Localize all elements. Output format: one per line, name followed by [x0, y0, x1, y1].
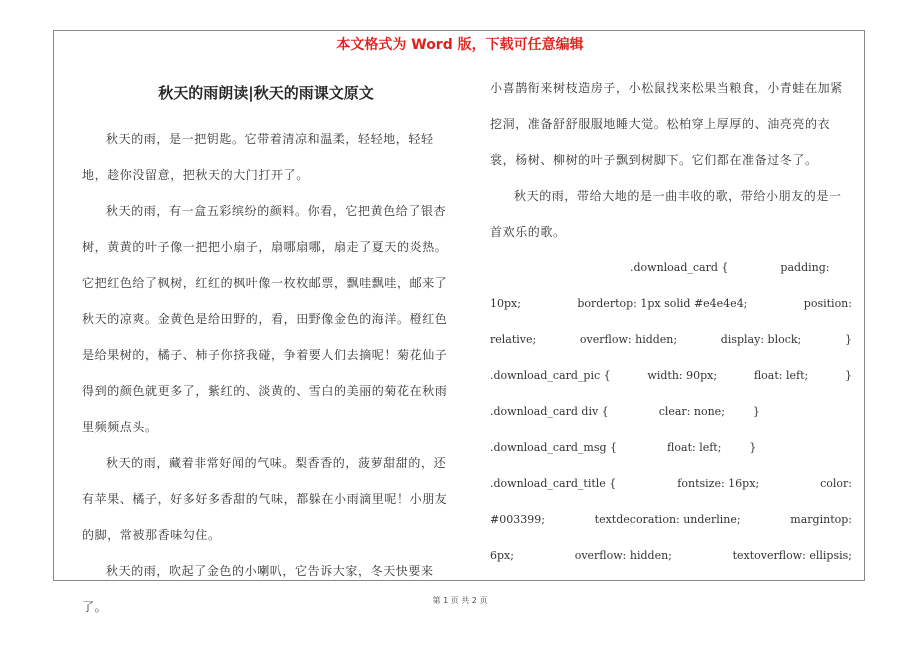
css-code-line	[490, 358, 852, 394]
format-banner: 本文格式为 Word 版，下载可任意编辑	[336, 37, 584, 53]
css-code-line	[490, 430, 852, 466]
css-token: float: left;	[667, 441, 722, 454]
paragraph: 秋天的雨，是一把钥匙。它带着清凉和温柔，轻轻地，轻轻地，趁你没留意，把秋天的大门打开了。	[82, 132, 434, 182]
paragraph: 秋天的雨，有一盒五彩缤纷的颜料。你看，它把黄色给了银杏树，黄黄的叶子像一把把小扇子，扇哪扇哪，扇走了夏天的炎热。它把红色给了枫树，红红的枫叶像一枚枚邮票，飘哇飘哇，邮来了秋天的凉爽。金黄色是给田野的，看，田野像金色的海洋。橙红色是给果树的，橘子、柿子你挤我碰，争着要人们去摘呢！菊花仙子得到的颜色就更多了，紫红的、淡黄的、雪白的美丽的菊花在秋雨里频频点头。	[82, 204, 448, 434]
css-token: color:	[820, 477, 852, 490]
css-token: }	[752, 405, 760, 418]
article-title: 秋天的雨朗读|秋天的雨课文原文	[158, 84, 374, 102]
paragraph: 秋天的雨，吹起了金色的小喇叭，它告诉大家，冬天快要来了。	[82, 564, 434, 614]
page-footer: 第 1 页 共 2 页	[432, 596, 488, 605]
css-code-line	[490, 286, 852, 322]
css-token: width: 90px;	[647, 369, 718, 382]
css-token: }	[845, 369, 852, 382]
paragraph: 小喜鹊衔来树枝造房子，小松鼠找来松果当粮食，小青蛙在加紧挖洞，准备舒舒服服地睡大觉。松柏穿上厚厚的、油亮亮的衣裳，杨树、柳树的叶子飘到树脚下。它们都在准备过冬了。	[490, 81, 843, 167]
css-token: .download_card {	[630, 261, 729, 274]
css-token: }	[844, 333, 852, 346]
css-token: fontsize: 16px;	[677, 477, 760, 490]
css-token: display: block;	[720, 333, 802, 346]
page-border-top	[53, 30, 865, 31]
css-code-line	[490, 538, 852, 574]
css-token: 10px;	[490, 297, 521, 310]
css-code-line	[490, 466, 852, 502]
css-token: padding:	[780, 261, 830, 274]
paragraph: 秋天的雨，藏着非常好闻的气味。梨香香的，菠萝甜甜的，还有苹果、橘子，好多好多香甜的气味，都躲在小雨滴里呢！小朋友的脚，常被那香味勾住。	[82, 456, 448, 542]
css-code-line	[490, 322, 852, 358]
css-token: overflow: hidden;	[574, 549, 672, 562]
left-column	[82, 70, 450, 625]
css-token: 6px;	[490, 549, 514, 562]
css-token: position:	[803, 297, 852, 310]
css-token: margintop:	[790, 513, 852, 526]
css-token: #003399;	[490, 513, 545, 526]
paragraph: 秋天的雨，带给大地的是一曲丰收的歌，带给小朋友的是一首欢乐的歌。	[490, 189, 842, 239]
css-token: textdecoration: underline;	[594, 513, 741, 526]
css-token: .download_card div {	[490, 405, 609, 418]
css-token: .download_card_title {	[490, 477, 617, 490]
css-token: clear: none;	[658, 405, 725, 418]
css-token: .download_card_pic {	[490, 369, 611, 382]
page-border-left	[53, 30, 54, 581]
css-code-line	[490, 250, 852, 286]
css-token: }	[749, 441, 757, 454]
css-token: float: left;	[753, 369, 809, 382]
css-token: overflow: hidden;	[579, 333, 678, 346]
css-token: relative;	[490, 333, 537, 346]
css-token: bordertop: 1px solid #e4e4e4;	[577, 297, 748, 310]
css-token: textoverflow: ellipsis;	[732, 549, 852, 562]
right-column	[490, 70, 852, 574]
css-token: .download_card_msg {	[490, 441, 618, 454]
page-border-right	[864, 30, 865, 581]
css-code-line	[490, 502, 852, 538]
css-code-line	[490, 394, 852, 430]
